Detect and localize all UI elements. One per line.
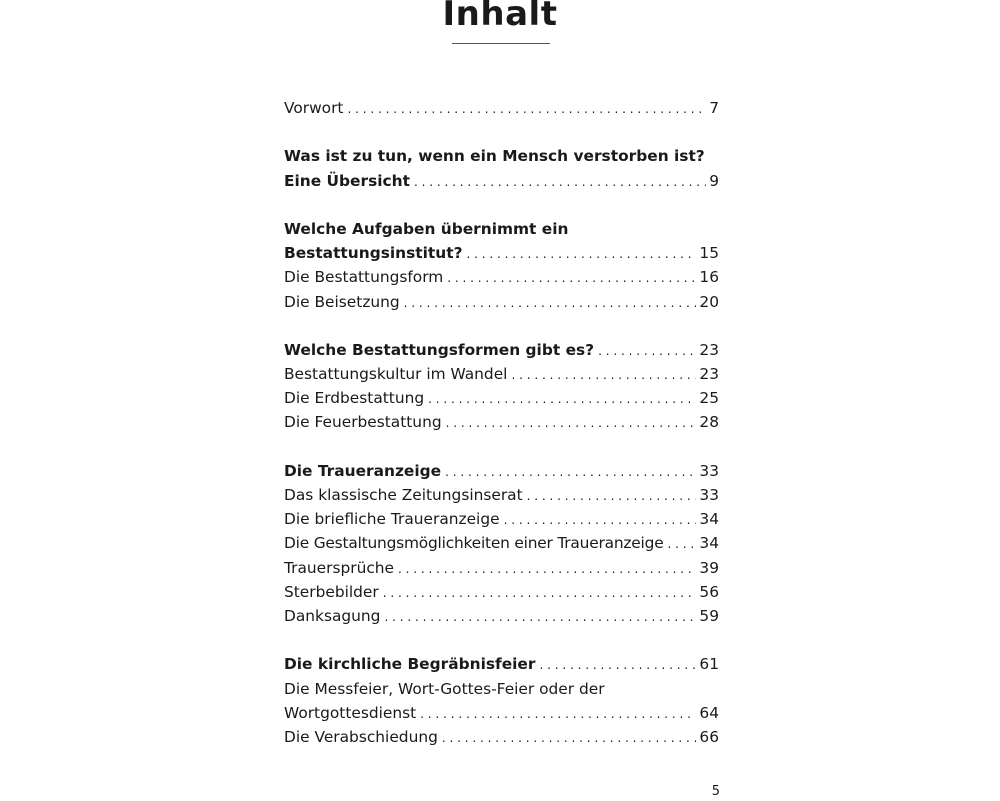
- toc-entry-page: 15: [699, 244, 719, 263]
- toc-entry-line[interactable]: [284, 677, 719, 701]
- toc-section-heading: Die Traueranzeige: [284, 461, 442, 480]
- dot-leader: [598, 338, 696, 363]
- toc-entry-title: Die Bestattungsform: [284, 268, 444, 287]
- toc-entry[interactable]: [284, 580, 719, 604]
- toc-section-heading: Welche Aufgaben übernimmt ein: [284, 219, 569, 238]
- dot-leader: [527, 483, 697, 508]
- toc-entry[interactable]: [284, 604, 719, 628]
- toc-entry-title: Die Feuerbestattung: [284, 413, 442, 432]
- toc-entry-page: 7: [709, 99, 719, 117]
- page-title: Inhalt: [442, 0, 558, 34]
- toc-entry-title: Bestattungskultur im Wandel: [284, 365, 508, 384]
- toc-entry-page: 59: [699, 606, 719, 625]
- toc-entry-title: Vorwort: [284, 99, 344, 117]
- toc-entry[interactable]: [284, 386, 719, 410]
- toc-entry[interactable]: [284, 362, 719, 386]
- toc-entry-page: 33: [699, 486, 719, 504]
- dot-leader: [445, 459, 696, 484]
- toc-entry-page: 16: [699, 268, 719, 287]
- title-underline: [452, 43, 550, 44]
- toc-entry[interactable]: [284, 410, 719, 434]
- toc-entry-title: Sterbebilder: [284, 582, 379, 601]
- toc-entry-page: 28: [699, 413, 719, 432]
- toc-entry-title: Die Beisetzung: [284, 292, 400, 311]
- dot-leader: [447, 265, 696, 290]
- toc-entry-title: Das klassische Zeitungsinserat: [284, 486, 523, 504]
- toc-section-heading-line[interactable]: [284, 217, 719, 241]
- toc-entry[interactable]: [284, 290, 719, 314]
- dot-leader: [420, 701, 696, 726]
- toc-entry-page: 9: [709, 171, 719, 190]
- toc-entry-title: Trauersprüche: [284, 558, 395, 577]
- toc-entry[interactable]: [284, 265, 719, 289]
- dot-leader: [428, 386, 696, 411]
- dot-leader: [511, 362, 696, 387]
- toc-entry-title: Die briefliche Traueranzeige: [284, 510, 500, 529]
- toc-section-begraebnisfeier[interactable]: [284, 652, 719, 676]
- page-number: 5: [711, 784, 720, 799]
- toc-section-heading: Eine Übersicht: [284, 171, 410, 190]
- toc-section-heading-line[interactable]: [284, 144, 719, 168]
- dot-leader: [467, 241, 697, 266]
- toc-section-bestattungsinstitut[interactable]: [284, 241, 719, 265]
- dot-leader: [667, 531, 696, 556]
- dot-leader: [404, 290, 697, 315]
- toc-entry-title: Wortgottesdienst: [284, 703, 417, 722]
- toc-section-traueranzeige[interactable]: [284, 459, 719, 483]
- dot-leader: [398, 556, 696, 581]
- toc-entry-title: Die Verabschiedung: [284, 727, 438, 746]
- toc-entry-page: 39: [699, 558, 719, 577]
- toc-entry-page: 33: [699, 461, 719, 480]
- dot-leader: [384, 604, 696, 629]
- toc-entry[interactable]: [284, 556, 719, 580]
- toc-entry[interactable]: [284, 531, 719, 555]
- toc-section-uebersicht[interactable]: [284, 169, 719, 193]
- toc-entry-title: Die Gestaltungsmöglichkeiten einer Traueranzeige: [284, 534, 664, 553]
- toc-entry-title: Danksagung: [284, 606, 381, 625]
- dot-leader: [347, 96, 706, 121]
- toc-entry[interactable]: [284, 725, 719, 749]
- toc-section-bestattungsformen[interactable]: [284, 338, 719, 362]
- toc-entry-page: 61: [699, 655, 719, 674]
- toc-section-heading: Was ist zu tun, wenn ein Mensch verstorben ist?: [284, 147, 705, 166]
- toc-entry-page: 23: [699, 340, 719, 359]
- toc-section-heading: Bestattungsinstitut?: [284, 244, 463, 263]
- toc-entry[interactable]: [284, 507, 719, 531]
- toc-entry-page: 20: [699, 292, 719, 311]
- dot-leader: [504, 507, 697, 532]
- dot-leader: [446, 410, 697, 435]
- table-of-contents: [284, 96, 719, 749]
- toc-entry-vorwort[interactable]: [284, 96, 719, 120]
- toc-entry[interactable]: [284, 483, 719, 507]
- toc-entry-page: 25: [699, 389, 719, 408]
- toc-section-heading: Welche Bestattungsformen gibt es?: [284, 340, 595, 359]
- toc-entry-page: 64: [699, 703, 719, 722]
- dot-leader: [383, 580, 697, 605]
- toc-entry-page: 34: [699, 510, 719, 529]
- dot-leader: [414, 169, 706, 194]
- toc-entry-page: 66: [699, 727, 719, 746]
- toc-section-heading: Die kirchliche Begräbnisfeier: [284, 655, 536, 674]
- toc-entry-title: Die Erdbestattung: [284, 389, 425, 408]
- dot-leader: [442, 725, 697, 750]
- dot-leader: [539, 652, 696, 677]
- toc-entry-page: 23: [699, 365, 719, 384]
- toc-entry-page: 34: [699, 534, 719, 553]
- toc-entry-title: Die Messfeier, Wort-Gottes-Feier oder der: [284, 679, 605, 698]
- toc-entry[interactable]: [284, 701, 719, 725]
- toc-entry-page: 56: [699, 582, 719, 601]
